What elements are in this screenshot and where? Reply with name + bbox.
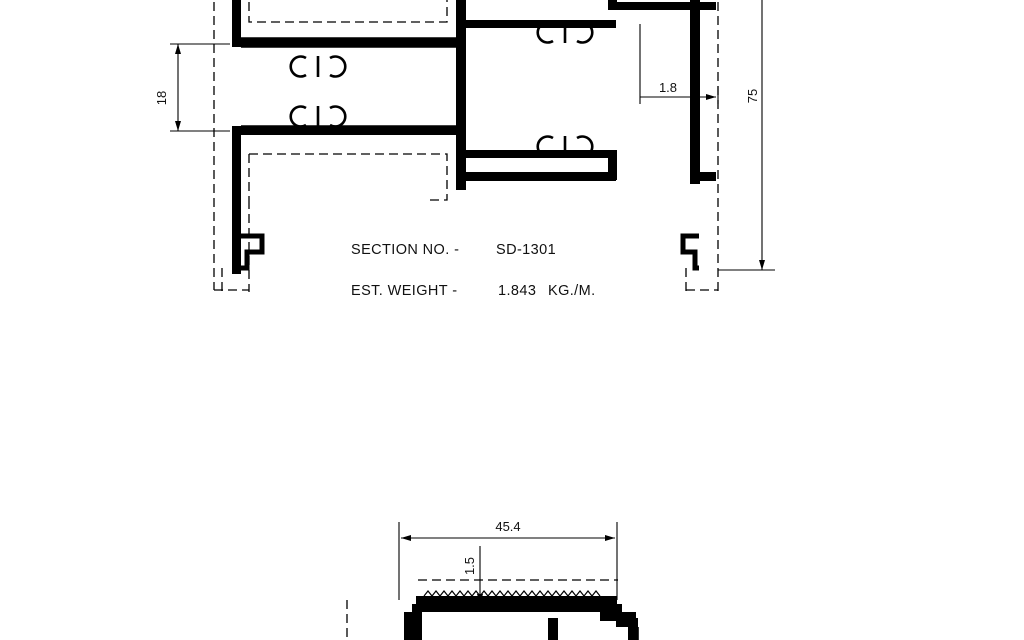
dimension-18 <box>154 44 230 131</box>
knurl-serration-pattern <box>424 591 600 596</box>
dimension-45_4-text: 45.4 <box>495 519 521 534</box>
profile-solid-body <box>232 0 716 274</box>
dimension-1_8-text: 1.8 <box>658 80 678 95</box>
dimension-45_4 <box>399 519 617 600</box>
title-block <box>351 242 596 299</box>
dimension-75-text: 75 <box>745 88 760 104</box>
est-weight-unit: KG./M. <box>548 283 596 299</box>
dimension-1_8 <box>640 24 718 104</box>
profile-interior-cutouts <box>241 0 456 126</box>
section-no-value: SD-1301 <box>496 242 557 258</box>
dimension-1_5-text: 1.5 <box>462 556 477 576</box>
section-no-label: SECTION NO. - <box>351 242 460 258</box>
profile-hook-ends <box>241 236 699 268</box>
upper-profile-group <box>154 0 775 299</box>
lower-profile-group <box>347 519 638 640</box>
dimension-75 <box>718 0 775 270</box>
dimension-18-text: 18 <box>154 90 169 106</box>
est-weight-value: 1.843 <box>498 283 537 299</box>
lower-profile-solid-body <box>404 596 638 640</box>
est-weight-label: EST. WEIGHT - <box>351 283 458 299</box>
